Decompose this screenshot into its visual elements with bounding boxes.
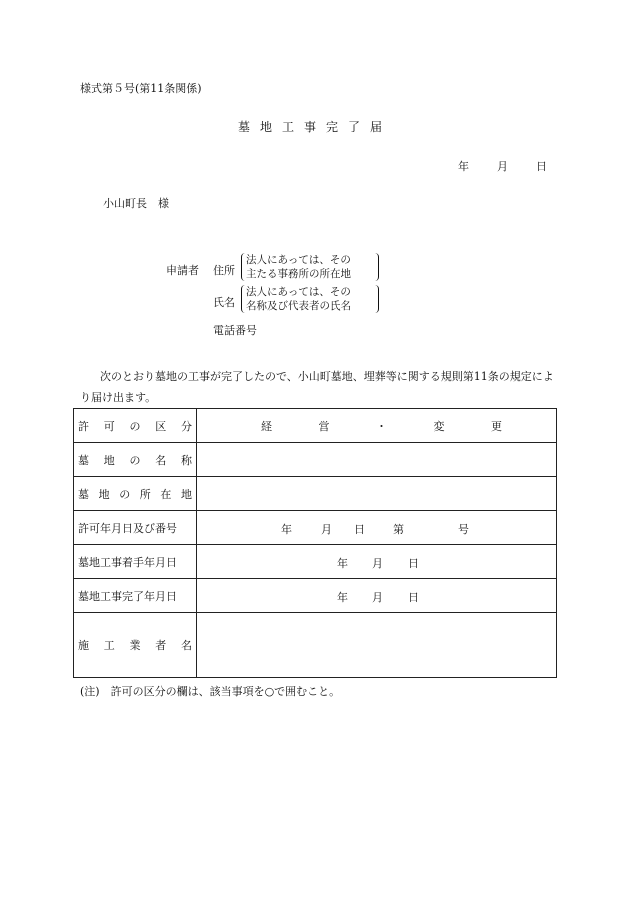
label-char: 業 (129, 639, 141, 652)
address-label: 住所 (213, 264, 235, 277)
value-part: 経 (261, 419, 272, 433)
cemetery-location-value[interactable] (197, 477, 557, 511)
value-part: 月 (372, 556, 383, 570)
row-label-permit-date-number: 許可年月日及び番号 (74, 511, 197, 545)
table-row (74, 579, 557, 613)
label-text (78, 637, 192, 653)
row-label-contractor (74, 613, 197, 678)
name-label: 氏名 (213, 296, 235, 309)
name-note-line-2: 名称及び代表者の氏名 (246, 300, 351, 312)
label-char: 墓 (78, 453, 89, 467)
address-note (241, 253, 379, 281)
label-char: 区 (155, 419, 167, 433)
table-row (74, 613, 557, 678)
table-row (74, 545, 557, 579)
value-part: 年 (337, 556, 348, 570)
phone-label: 電話番号 (213, 324, 257, 337)
completion-date-value[interactable] (197, 579, 557, 613)
row-label-cemetery-name (74, 443, 197, 477)
table-row (74, 511, 557, 545)
value-part: 第 (393, 522, 404, 536)
value-part: 日 (408, 556, 419, 570)
label-char: の (129, 453, 141, 467)
table-row (74, 443, 557, 477)
table-row (74, 409, 557, 443)
row-label-start-date: 墓地工事着手年月日 (74, 545, 197, 579)
value-part: 年 (337, 590, 348, 604)
applicant-label: 申請者 (166, 264, 199, 277)
form-table (73, 408, 557, 678)
label-char: 許 (78, 419, 89, 433)
label-char: 在 (160, 487, 172, 501)
page-title: 墓地工事完了届 (237, 120, 392, 134)
addressee: 小山町長 様 (103, 197, 169, 210)
row-label-permit-type (74, 409, 197, 443)
label-char: 施 (78, 639, 89, 652)
table-row (74, 477, 557, 511)
date-year: 年 (458, 160, 469, 173)
label-text (78, 486, 192, 502)
value-part: 変 (433, 419, 445, 433)
value-part: 日 (354, 522, 365, 536)
cemetery-name-value[interactable] (197, 443, 557, 477)
address-note-line-2: 主たる事務所の所在地 (246, 268, 351, 280)
date-month: 月 (497, 160, 508, 173)
label-text (78, 418, 192, 434)
label-char: 可 (103, 419, 115, 433)
label-char: 地 (103, 453, 115, 467)
value-part: ・ (376, 419, 387, 433)
date-line (458, 158, 547, 174)
label-char: 名 (155, 453, 167, 467)
value-part: 日 (408, 590, 419, 604)
label-char: 地 (180, 487, 192, 501)
value-part: 年 (281, 522, 292, 536)
value-part: 号 (458, 522, 469, 536)
label-char: 分 (181, 419, 192, 433)
permit-date-number-value[interactable] (197, 511, 557, 545)
label-char: の (119, 487, 131, 501)
name-note (241, 285, 379, 313)
contractor-value[interactable] (197, 613, 557, 678)
label-char: の (129, 419, 141, 433)
start-date-value[interactable] (197, 545, 557, 579)
label-char: 名 (181, 639, 192, 652)
name-note-line-1: 法人にあっては、その (246, 286, 351, 298)
label-char: 地 (98, 487, 110, 501)
value-part: 月 (372, 590, 383, 604)
form-number: 様式第５号(第11条関係) (80, 82, 202, 95)
row-label-completion-date: 墓地工事完了年月日 (74, 579, 197, 613)
label-char: 称 (181, 453, 192, 467)
date-day: 日 (536, 160, 547, 173)
value-part: 営 (318, 419, 330, 433)
label-char: 者 (155, 639, 167, 652)
label-char: 墓 (78, 487, 89, 501)
permit-type-value[interactable] (197, 409, 557, 443)
label-char: 工 (103, 639, 115, 652)
row-label-cemetery-location (74, 477, 197, 511)
value-part: 月 (321, 522, 332, 536)
label-text (78, 452, 192, 468)
note: (注) 許可の区分の欄は、該当事項を○で囲むこと。 (80, 685, 341, 698)
address-note-line-1: 法人にあっては、その (246, 254, 351, 266)
value-part: 更 (491, 419, 502, 433)
body-text: 次のとおり墓地の工事が完了したので、小山町墓地、埋葬等に関する規則第11条の規定により届け出ます。 (80, 370, 554, 404)
label-char: 所 (139, 487, 151, 501)
